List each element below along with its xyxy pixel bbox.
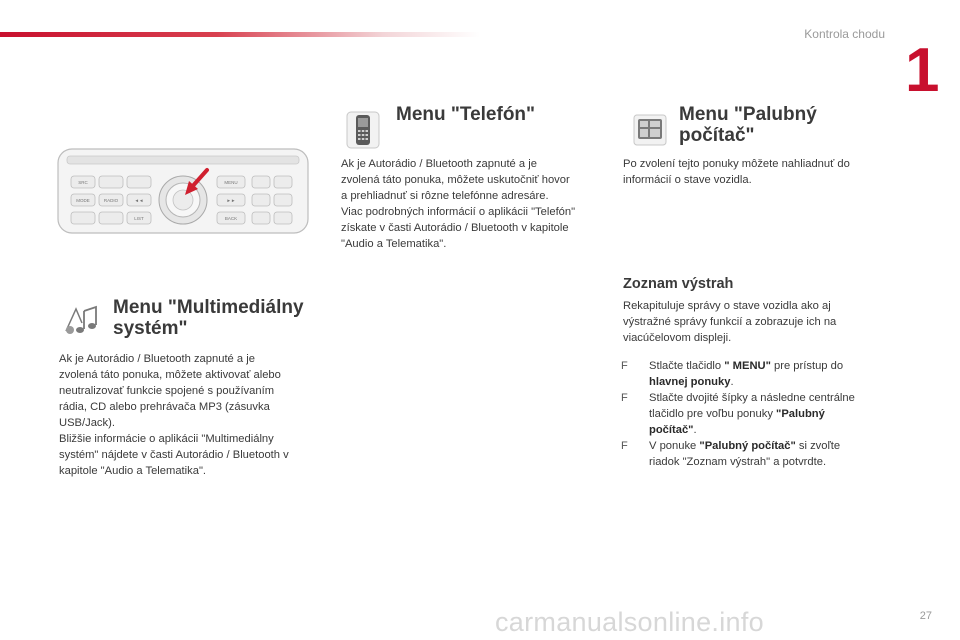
panel-label-mode: MODE (76, 198, 90, 203)
panel-label-src: SRC (78, 180, 88, 185)
step-bullet: F (621, 360, 628, 372)
radio-panel-illustration (57, 148, 309, 234)
music-notes-icon (62, 303, 102, 337)
panel-label-next: ►► (226, 198, 236, 203)
panel-label-radio: RADIO (103, 198, 119, 203)
panel-label-list: LIST (134, 216, 144, 221)
zoznam-title: Zoznam výstrah (623, 276, 734, 292)
watermark: carmanualsonline.info (495, 607, 764, 637)
panel-label-menu: MENU (224, 180, 238, 185)
step-item: F Stlačte dvojité šípky a následne centrálne tlačidlo pre voľbu ponuky "Palubný počítač". (621, 392, 855, 436)
mobile-phone-icon (345, 110, 381, 150)
trip-computer-icon (632, 113, 668, 147)
multimedia-description: Ak je Autorádio / Bluetooth zapnuté a je zvolená táto ponuka, môžete aktivovať alebo neutralizovať funkcie spojené s používaním rádia, CD alebo prehrávača MP3 (zásuvka USB/Jack). Bližšie informácie o aplikácii "Multimediálny systém" nájdete v časti Autorádio / Bluetooth v kapitole "Audio a Telematika". (59, 353, 289, 477)
panel-label-back: BACK (224, 216, 238, 221)
step-item: F Stlačte tlačidlo " MENU" pre prístup do hlavnej ponuky. (621, 360, 844, 388)
palubny-description: Po zvolení tejto ponuky môžete nahliadnuť do informácií o stave vozidla. (623, 158, 850, 186)
header-accent-bar (0, 32, 480, 37)
panel-label-prev: ◄◄ (134, 198, 144, 203)
step-bullet: F (621, 440, 628, 452)
chapter-number: 1 (905, 36, 940, 105)
chapter-label: Kontrola chodu (804, 27, 885, 41)
multimedia-title: Menu "Multimediálny systém" (113, 297, 304, 339)
step-item: F V ponuke "Palubný počítač" si zvoľte riadok "Zoznam výstrah" a potvrdte. (621, 440, 841, 468)
zoznam-description: Rekapituluje správy o stave vozidla ako aj výstražné správy funkcií a zobrazuje ich na viacúčelovom displeji. (623, 300, 837, 344)
telefon-title: Menu "Telefón" (396, 104, 536, 125)
page-number: 27 (919, 610, 932, 622)
step-bullet: F (621, 392, 628, 404)
palubny-title: Menu "Palubný počítač" (679, 104, 817, 146)
telefon-description: Ak je Autorádio / Bluetooth zapnuté a je zvolená táto ponuka, môžete uskutočniť hovor a prehliadnuť si rôzne telefónne adresáre. Viac podrobných informácií o aplikácii "Telefón" získate v časti Autorádio / Bluetooth v kapitole "Audio a Telematika". (341, 158, 576, 250)
